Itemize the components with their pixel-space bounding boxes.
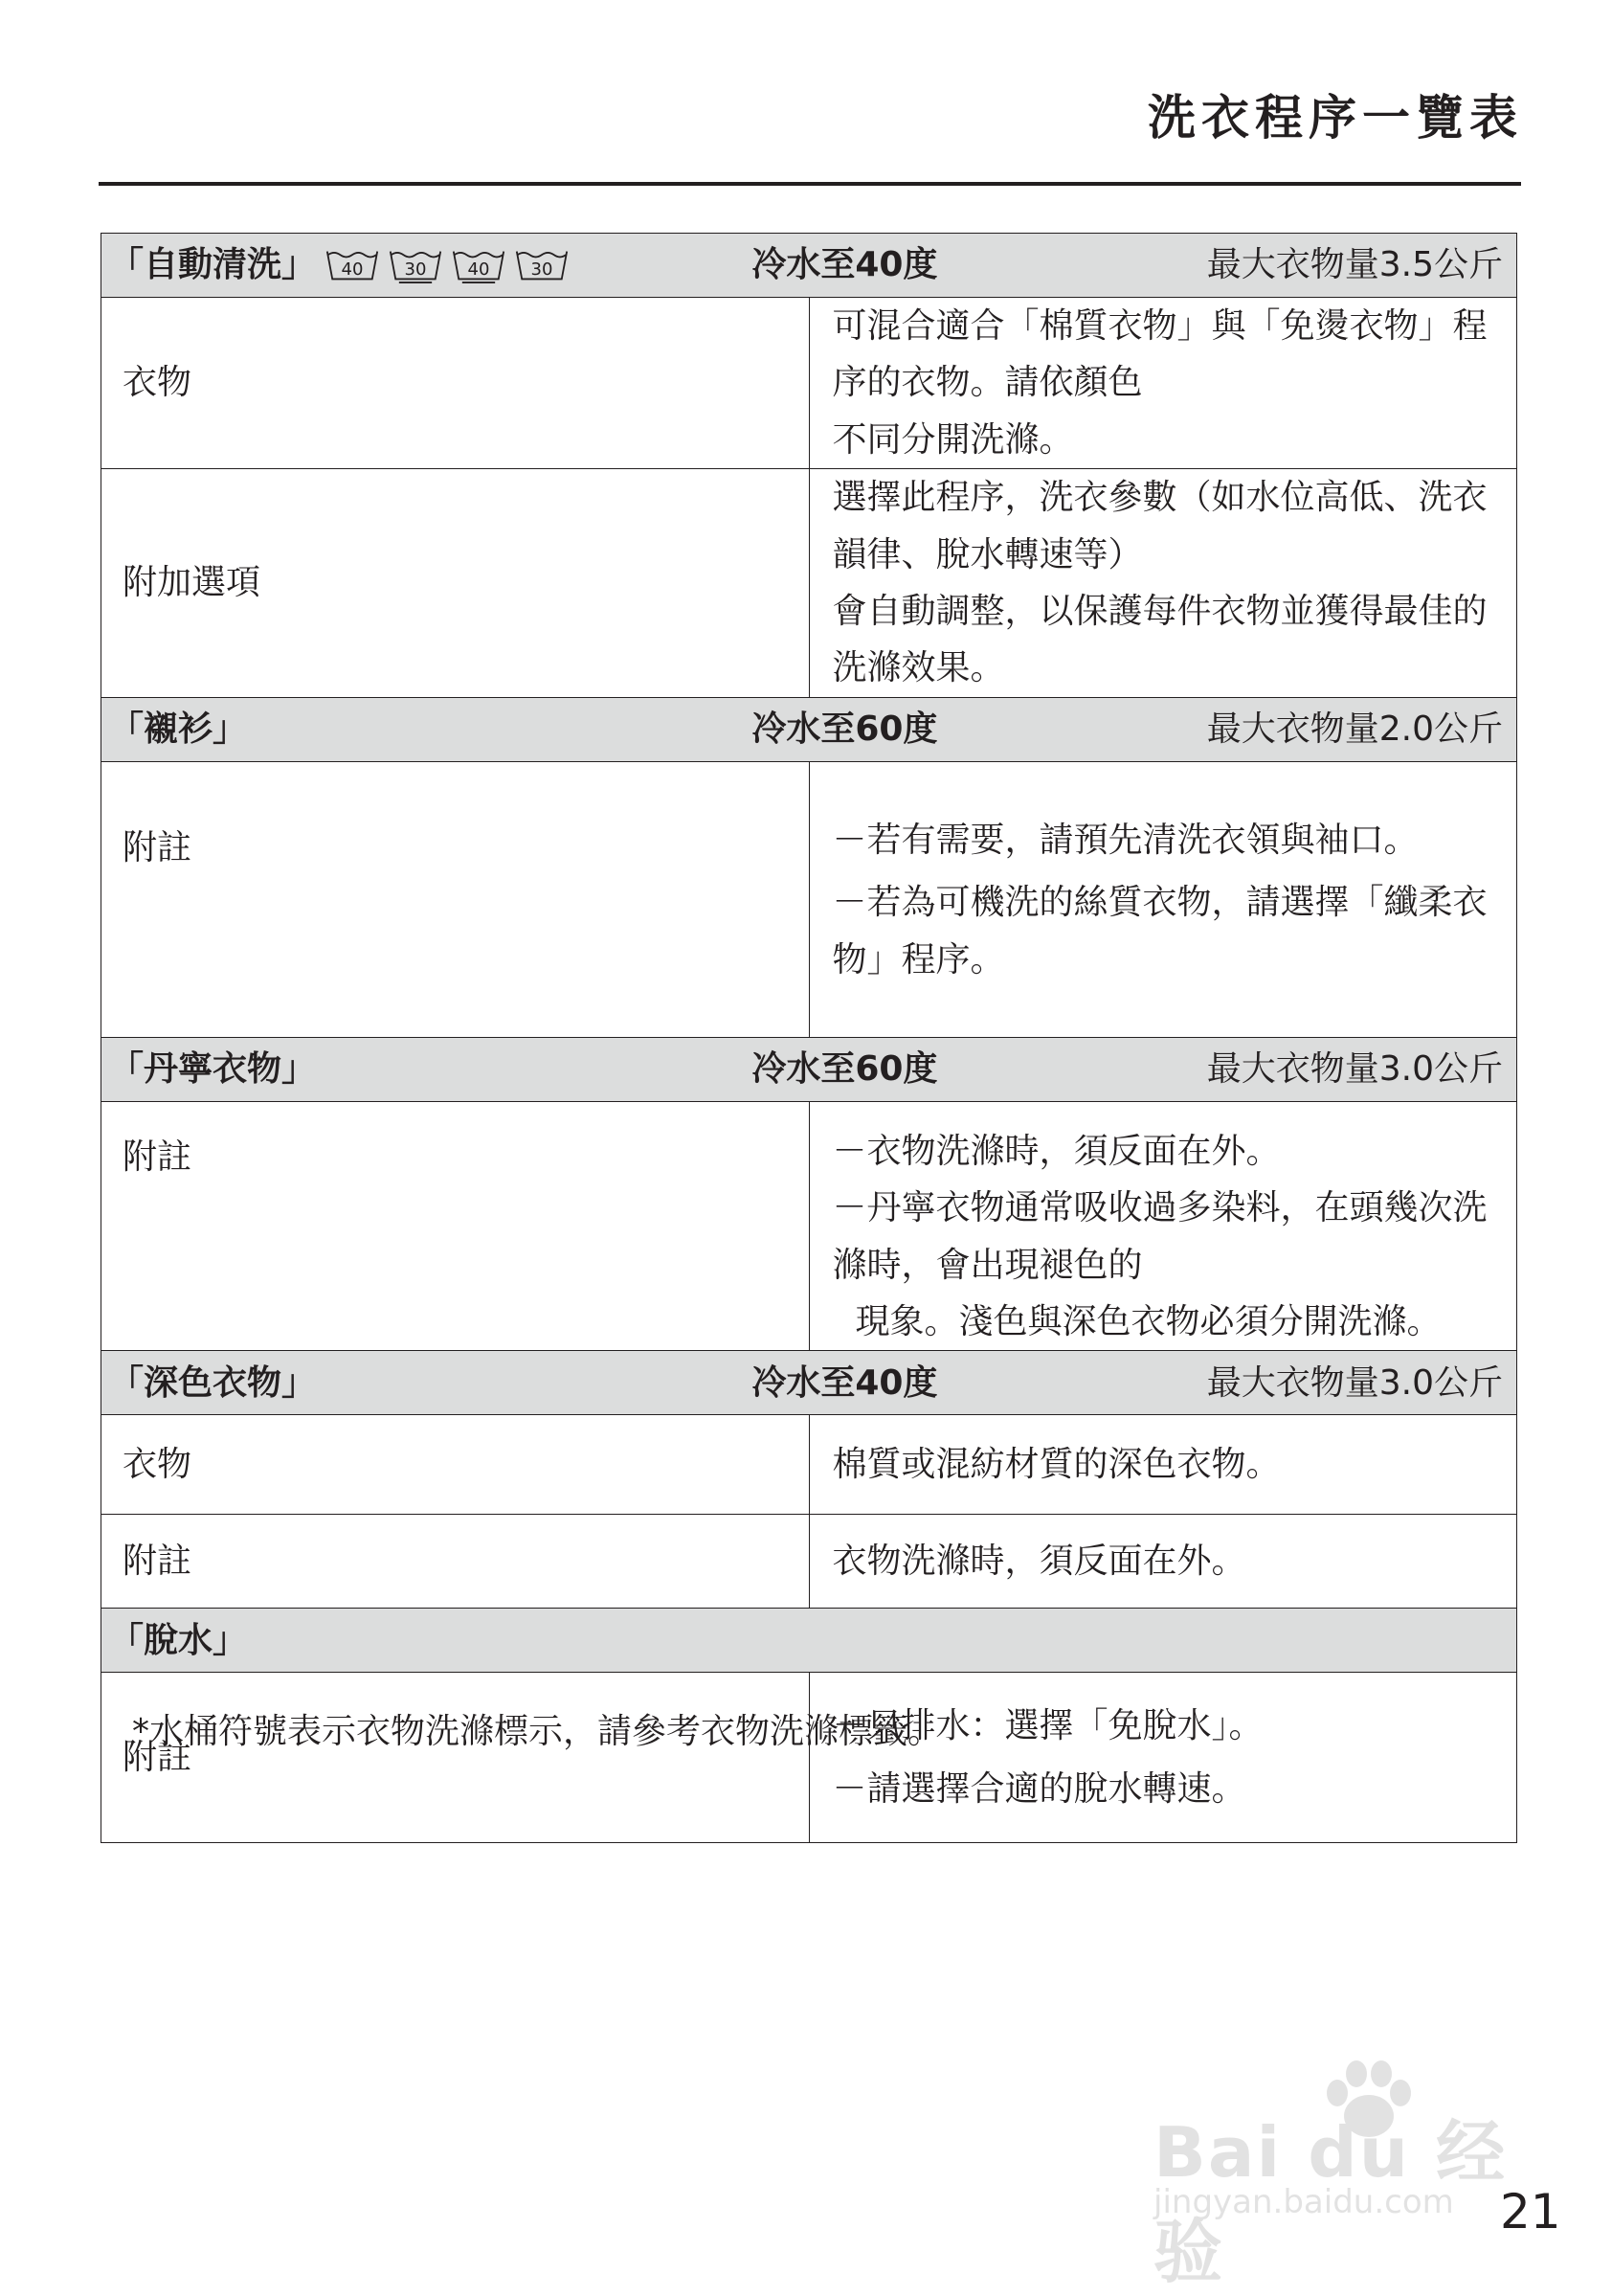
section-name: 「丹寧衣物」 (109, 1049, 317, 1090)
row-content (809, 1673, 1517, 1843)
svg-text:30: 30 (530, 259, 553, 280)
content-line: －衣物洗滌時，須反面在外。 (832, 1131, 1281, 1171)
section-header-denim (101, 1037, 1517, 1101)
wash-tub-icon (389, 246, 442, 284)
content-line: 現象。淺色與深色衣物必須分開洗滌。 (855, 1301, 1442, 1341)
page-title: 洗衣程序一覽表 (1148, 90, 1523, 146)
content-line: －丹寧衣物通常吸收過多染料，在頭幾次洗滌時，會出現褪色的 (832, 1188, 1488, 1285)
row-content (809, 761, 1517, 1037)
row-content (809, 1101, 1517, 1351)
section-header-dark-clothes (101, 1351, 1517, 1415)
svg-text:40: 40 (467, 259, 490, 280)
section-max-load: 最大衣物量3.0公斤 (1206, 1362, 1503, 1403)
table-row (101, 1415, 1517, 1515)
section-name: 「脫水」 (109, 1620, 248, 1660)
section-temperature: 冷水至60度 (751, 709, 938, 750)
section-name: 「自動清洗」 (109, 245, 317, 285)
row-label: 附註 (101, 1101, 810, 1351)
section-temperature: 冷水至40度 (751, 245, 938, 285)
row-label: 衣物 (101, 298, 810, 469)
table-row (101, 1515, 1517, 1609)
table-row (101, 298, 1517, 469)
content-line: －請選擇合適的脫水轉速。 (832, 1768, 1246, 1809)
page-number: 21 (1500, 2184, 1561, 2240)
row-content (809, 469, 1517, 698)
svg-text:40: 40 (341, 259, 364, 280)
row-content (809, 298, 1517, 469)
row-label: 附註 (101, 1673, 810, 1843)
row-label: 附加選項 (101, 469, 810, 698)
section-header-spin (101, 1609, 1517, 1673)
section-name: 「襯衫」 (109, 709, 248, 750)
svg-text:30: 30 (404, 259, 427, 280)
content-line: 會自動調整，以保護每件衣物並獲得最佳的洗滌效果。 (832, 591, 1488, 688)
section-max-load: 最大衣物量3.0公斤 (1206, 1049, 1503, 1090)
wash-tub-icon (515, 246, 569, 284)
program-table (101, 233, 1517, 1843)
wash-tub-icon (452, 246, 505, 284)
row-content (809, 1515, 1517, 1609)
table-row (101, 761, 1517, 1037)
content-line: 不同分開洗滌。 (832, 419, 1074, 460)
section-name: 「深色衣物」 (109, 1362, 317, 1403)
content-line: 棉質或混紡材質的深色衣物。 (832, 1445, 1281, 1485)
section-header-shirts (101, 697, 1517, 761)
section-temperature: 冷水至40度 (751, 1362, 938, 1403)
baidu-watermark (1153, 2059, 1517, 2292)
row-label: 附註 (101, 761, 810, 1037)
section-max-load: 最大衣物量2.0公斤 (1206, 709, 1503, 750)
section-header-auto-wash (101, 234, 1517, 298)
footnote: *水桶符號表示衣物洗滌標示，請參考衣物洗滌標籤。 (132, 1712, 943, 1751)
content-line: －若為可機洗的絲質衣物，請選擇「纖柔衣物」程序。 (832, 883, 1488, 979)
content-line: 可混合適合「棉質衣物」與「免燙衣物」程序的衣物。請依顏色 (832, 306, 1488, 403)
title-rule (99, 182, 1521, 186)
content-line: －若有需要，請預先清洗衣領與袖口。 (832, 820, 1419, 860)
content-line: －只排水：選擇「免脫水」。 (832, 1706, 1264, 1746)
wash-tub-icon (325, 246, 379, 284)
content-line: 衣物洗滌時，須反面在外。 (832, 1542, 1246, 1582)
row-content (809, 1415, 1517, 1515)
section-max-load: 最大衣物量3.5公斤 (1206, 245, 1503, 285)
watermark-url: jingyan.baidu.com (1153, 2183, 1454, 2221)
table-row (101, 1101, 1517, 1351)
table-row (101, 1673, 1517, 1843)
row-label: 附註 (101, 1515, 810, 1609)
table-row (101, 469, 1517, 698)
row-label: 衣物 (101, 1415, 810, 1515)
content-line: 選擇此程序，洗衣參數（如水位高低、洗衣韻律、脫水轉速等） (832, 478, 1488, 574)
section-temperature: 冷水至60度 (751, 1049, 938, 1090)
watermark-logo: Bai du 经验 (1153, 2112, 1508, 2292)
